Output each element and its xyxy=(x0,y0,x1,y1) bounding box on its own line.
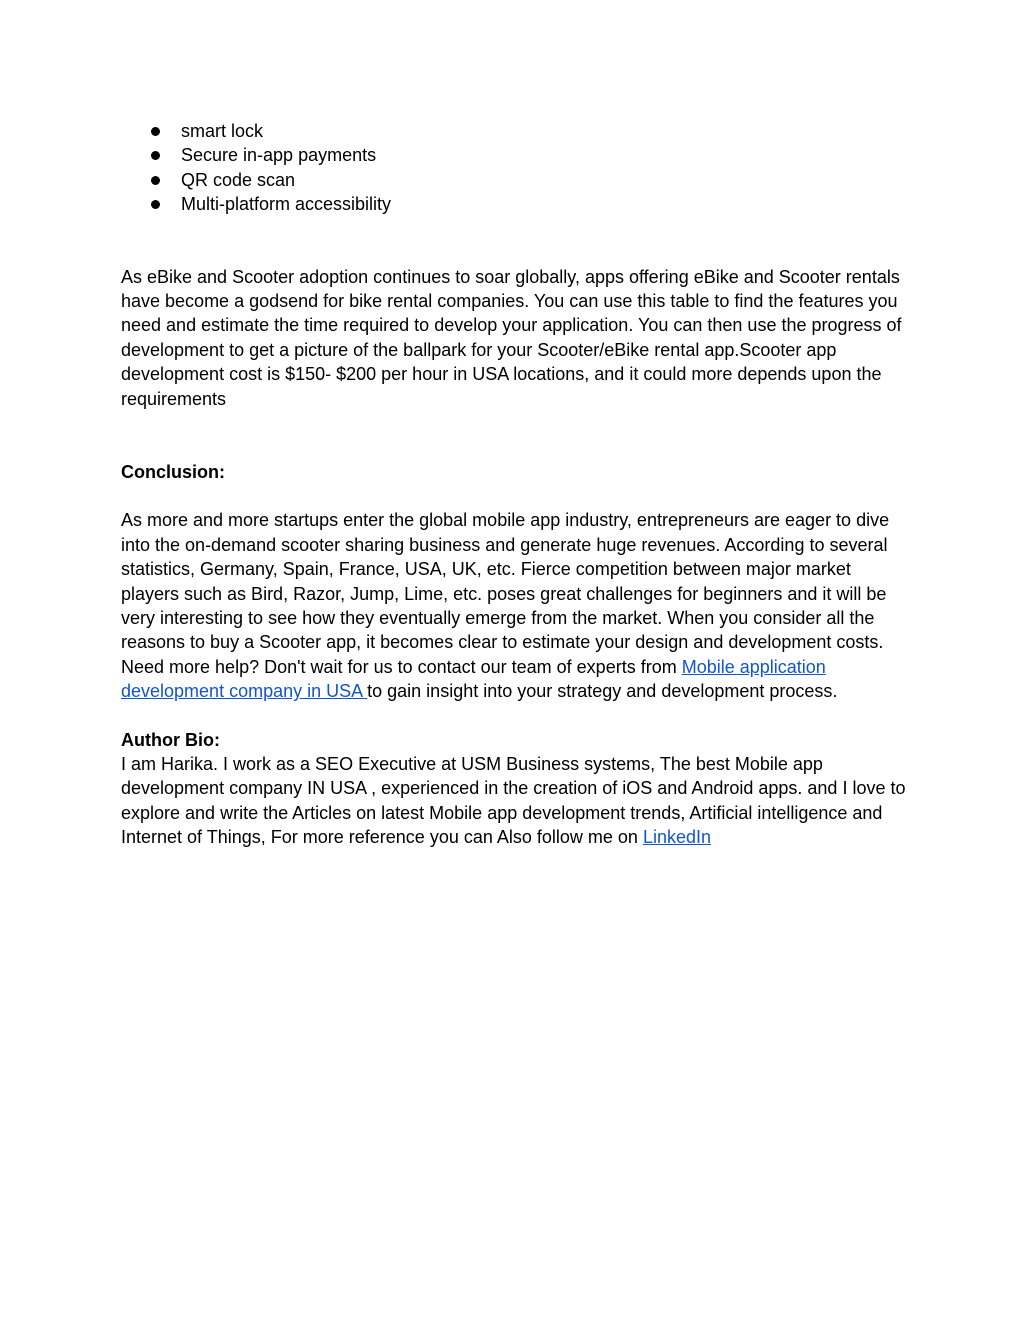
conclusion-text-start: As more and more startups enter the global mobile app industry, entrepreneurs are eager to dive into the on-demand scooter sharing business and generate huge revenues. According to several statistics, Germany, Spain, France, USA, UK, etc. Fierce competition between major market players such as Bird, Razor, Jump, Lime, etc. poses great challenges for beginners and it will be very interesting to see how they eventually emerge from the market. When you consider all the reasons to buy a Scooter app, it becomes clear to estimate your design and development costs. Need more help? Don't wait for us to contact our team of experts from xyxy=(121,510,890,677)
list-item xyxy=(121,119,911,143)
linkedin-link[interactable]: LinkedIn xyxy=(642,827,711,848)
company-link[interactable]: Mobile application development company in USA xyxy=(121,656,826,702)
list-item-text: smart lock xyxy=(181,121,264,141)
bullet-icon xyxy=(151,151,160,160)
conclusion-text-end: to gain insight into your strategy and development process. xyxy=(367,681,838,702)
document-page xyxy=(121,119,911,850)
list-item xyxy=(121,143,911,167)
author-bio-text: I am Harika. I work as a SEO Executive at USM Business systems, The best Mobile app development company IN USA , experienced in the creation of iOS and Android apps. and I love to explore and write the Articles on latest Mobile app development trends, Artificial intelligence and Internet of Things, For more reference you can Also follow me on xyxy=(121,754,906,848)
bullet-icon xyxy=(151,176,160,185)
author-bio-heading: Author Bio: xyxy=(121,729,220,750)
author-bio-paragraph xyxy=(121,752,911,850)
intro-paragraph: As eBike and Scooter adoption continues to soar globally, apps offering eBike and Scooter rentals have become a godsend for bike rental companies. You can use this table to find the features you need and estimate the time required to develop your application. You can then use the progress of development to get a picture of the ballpark for your Scooter/eBike rental app.Scooter app development cost is $150- $200 per hour in USA locations, and it could more depends upon the requirements xyxy=(121,266,902,409)
list-item xyxy=(121,168,911,192)
list-item xyxy=(121,192,911,216)
list-item-text: QR code scan xyxy=(181,169,296,190)
bullet-icon xyxy=(151,200,160,209)
conclusion-heading: Conclusion: xyxy=(121,462,225,482)
feature-list xyxy=(121,119,911,217)
list-item-text: Secure in-app payments xyxy=(181,145,377,166)
conclusion-paragraph xyxy=(121,508,911,703)
list-item-text: Multi-platform accessibility xyxy=(181,194,392,215)
bullet-icon xyxy=(151,127,160,136)
